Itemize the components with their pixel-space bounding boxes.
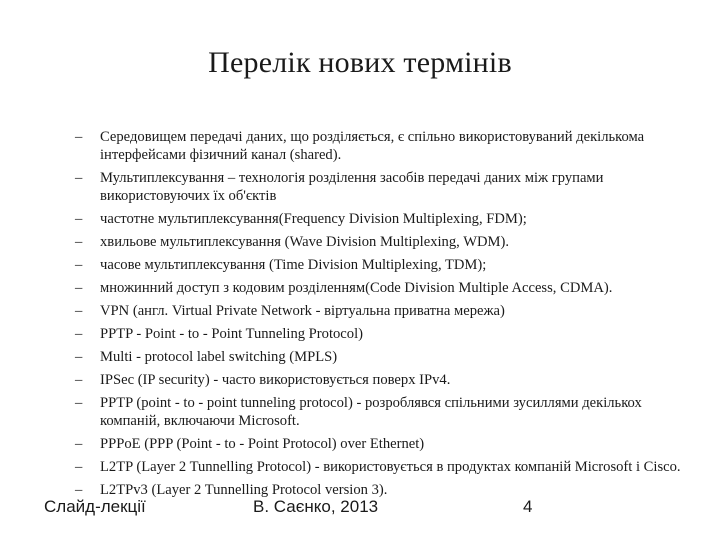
list-item bbox=[75, 348, 695, 366]
list-item bbox=[75, 128, 695, 164]
term-text: множинний доступ з кодовим розділенням(Code Division Multiple Access, CDMA). bbox=[100, 280, 613, 296]
list-item bbox=[75, 325, 695, 343]
list-item bbox=[75, 233, 695, 251]
bullet-dash: – bbox=[75, 234, 83, 250]
footer-author: В. Саєнко, 2013 bbox=[253, 497, 379, 516]
term-text: частотне мультиплексування(Frequency Division Multiplexing, FDM); bbox=[100, 211, 527, 227]
bullet-dash: – bbox=[75, 436, 83, 452]
term-text: Multi - protocol label switching (MPLS) bbox=[100, 349, 338, 365]
bullet-dash: – bbox=[75, 129, 83, 145]
term-text: VPN (англ. Virtual Private Network - віртуальна приватна мережа) bbox=[100, 303, 505, 319]
term-text: L2TP (Layer 2 Tunnelling Protocol) - використовується в продуктах компаній Microsoft і Cisco. bbox=[100, 459, 681, 475]
list-item bbox=[75, 481, 695, 499]
list-item bbox=[75, 169, 695, 205]
term-text: Середовищем передачі даних, що розділяється, є спільно використовуваний декількома інтерфейсами фізичний канал (shared). bbox=[100, 129, 645, 163]
bullet-dash: – bbox=[75, 257, 83, 273]
term-text: часове мультиплексування (Time Division Multiplexing, TDM); bbox=[100, 257, 487, 273]
list-item bbox=[75, 371, 695, 389]
bullet-dash: – bbox=[75, 349, 83, 365]
term-text: L2TPv3 (Layer 2 Tunnelling Protocol version 3). bbox=[100, 482, 388, 498]
bullet-dash: – bbox=[75, 280, 83, 296]
term-text: хвильове мультиплексування (Wave Division Multiplexing, WDM). bbox=[100, 234, 509, 250]
term-text: IPSec (IP security) - часто використовується поверх IPv4. bbox=[100, 372, 451, 388]
list-item bbox=[75, 458, 695, 476]
bullet-dash: – bbox=[75, 326, 83, 342]
list-item bbox=[75, 394, 695, 430]
bullet-dash: – bbox=[75, 459, 83, 475]
footer-label: Слайд-лекції bbox=[44, 497, 146, 516]
term-text: PPPoE (PPP (Point - to - Point Protocol) over Ethernet) bbox=[100, 436, 425, 452]
list-item bbox=[75, 279, 695, 297]
term-text: PPTP - Point - to - Point Tunneling Protocol) bbox=[100, 326, 364, 342]
bullet-dash: – bbox=[75, 372, 83, 388]
bullet-dash: – bbox=[75, 482, 83, 498]
bullet-dash: – bbox=[75, 395, 83, 411]
list-item bbox=[75, 256, 695, 274]
terms-list bbox=[75, 128, 695, 504]
term-text: Мультиплексування – технологія розділення засобів передачі даних між групами використовуючих їх об'єктів bbox=[100, 170, 604, 204]
bullet-dash: – bbox=[75, 170, 83, 186]
page-number: 4 bbox=[523, 497, 533, 516]
term-text: PPTP (point - to - point tunneling protocol) - розроблявся спільними зусиллями декількох компаній, включаючи Microsoft. bbox=[100, 395, 642, 429]
list-item bbox=[75, 210, 695, 228]
list-item bbox=[75, 435, 695, 453]
bullet-dash: – bbox=[75, 303, 83, 319]
slide-title: Перелік нових термінів bbox=[208, 46, 512, 79]
bullet-dash: – bbox=[75, 211, 83, 227]
list-item bbox=[75, 302, 695, 320]
